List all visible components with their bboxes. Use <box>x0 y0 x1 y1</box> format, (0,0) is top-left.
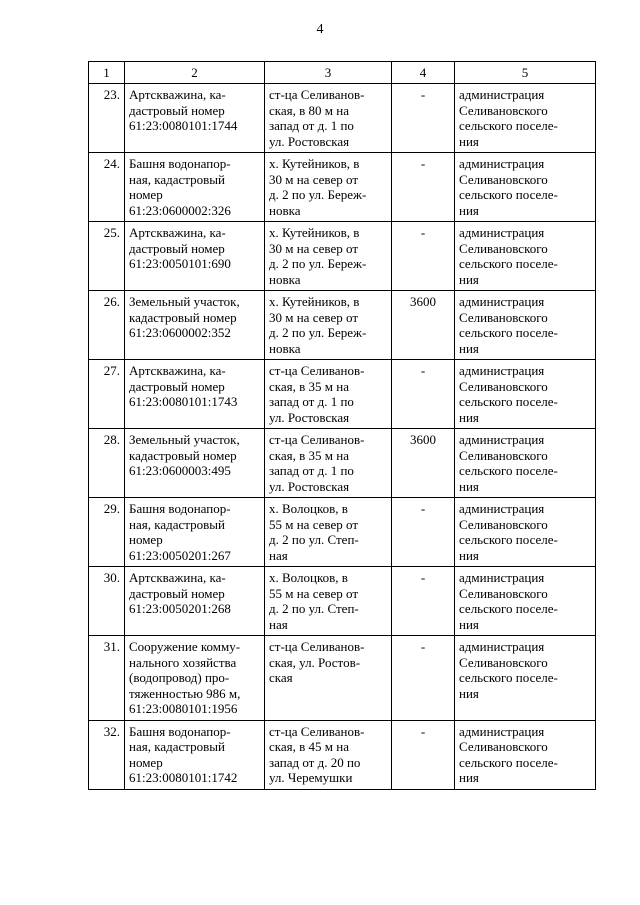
object-description: Башня водонапор- ная, кадастровый номер 61:23:0600002:326 <box>125 153 265 222</box>
table-row <box>89 567 596 636</box>
table-row <box>89 153 596 222</box>
object-area: 3600 <box>392 291 455 360</box>
object-owner: администрация Селивановского сельского поселе- ния <box>455 222 596 291</box>
table-row <box>89 720 596 789</box>
row-number: 32. <box>89 720 125 789</box>
object-area: 3600 <box>392 429 455 498</box>
object-area: - <box>392 498 455 567</box>
column-header: 1 <box>89 62 125 84</box>
table-header-row <box>89 62 596 84</box>
object-owner: администрация Селивановского сельского поселе- ния <box>455 720 596 789</box>
object-description: Земельный участок, кадастровый номер 61:23:0600002:352 <box>125 291 265 360</box>
table-row <box>89 636 596 721</box>
object-owner: администрация Селивановского сельского поселе- ния <box>455 429 596 498</box>
column-header: 5 <box>455 62 596 84</box>
row-number: 25. <box>89 222 125 291</box>
object-location: ст-ца Селиванов- ская, в 80 м на запад от д. 1 по ул. Ростовская <box>265 84 392 153</box>
object-owner: администрация Селивановского сельского поселе- ния <box>455 84 596 153</box>
row-number: 23. <box>89 84 125 153</box>
column-header: 3 <box>265 62 392 84</box>
table-row <box>89 291 596 360</box>
row-number: 24. <box>89 153 125 222</box>
table-row <box>89 84 596 153</box>
object-owner: администрация Селивановского сельского поселе- ния <box>455 153 596 222</box>
object-location: х. Волоцков, в 55 м на север от д. 2 по ул. Степ- ная <box>265 567 392 636</box>
object-area: - <box>392 222 455 291</box>
table-row <box>89 222 596 291</box>
object-description: Артскважина, ка- дастровый номер 61:23:0050101:690 <box>125 222 265 291</box>
object-area: - <box>392 153 455 222</box>
row-number: 30. <box>89 567 125 636</box>
object-location: х. Волоцков, в 55 м на север от д. 2 по ул. Степ- ная <box>265 498 392 567</box>
object-description: Артскважина, ка- дастровый номер 61:23:0080101:1743 <box>125 360 265 429</box>
object-location: х. Кутейников, в 30 м на север от д. 2 по ул. Береж- новка <box>265 153 392 222</box>
page-number: 4 <box>316 22 324 37</box>
object-area: - <box>392 84 455 153</box>
table-row <box>89 360 596 429</box>
table-row <box>89 429 596 498</box>
object-owner: администрация Селивановского сельского поселе- ния <box>455 498 596 567</box>
object-description: Артскважина, ка- дастровый номер 61:23:0050201:268 <box>125 567 265 636</box>
table-row <box>89 498 596 567</box>
object-description: Сооружение комму- нального хозяйства (водопровод) про- тяженностью 986 м, 61:23:0080101:1956 <box>125 636 265 721</box>
row-number: 31. <box>89 636 125 721</box>
object-description: Башня водонапор- ная, кадастровый номер 61:23:0050201:267 <box>125 498 265 567</box>
object-location: ст-ца Селиванов- ская, ул. Ростов- ская <box>265 636 392 721</box>
object-area: - <box>392 567 455 636</box>
column-header: 4 <box>392 62 455 84</box>
property-table <box>88 61 596 790</box>
row-number: 29. <box>89 498 125 567</box>
row-number: 28. <box>89 429 125 498</box>
object-area: - <box>392 360 455 429</box>
object-location: х. Кутейников, в 30 м на север от д. 2 по ул. Береж- новка <box>265 222 392 291</box>
object-description: Башня водонапор- ная, кадастровый номер 61:23:0080101:1742 <box>125 720 265 789</box>
row-number: 26. <box>89 291 125 360</box>
object-description: Артскважина, ка- дастровый номер 61:23:0080101:1744 <box>125 84 265 153</box>
object-description: Земельный участок, кадастровый номер 61:23:0600003:495 <box>125 429 265 498</box>
object-owner: администрация Селивановского сельского поселе- ния <box>455 291 596 360</box>
object-location: х. Кутейников, в 30 м на север от д. 2 по ул. Береж- новка <box>265 291 392 360</box>
row-number: 27. <box>89 360 125 429</box>
object-owner: администрация Селивановского сельского поселе- ния <box>455 567 596 636</box>
object-location: ст-ца Селиванов- ская, в 35 м на запад от д. 1 по ул. Ростовская <box>265 360 392 429</box>
object-owner: администрация Селивановского сельского поселе- ния <box>455 636 596 721</box>
column-header: 2 <box>125 62 265 84</box>
object-area: - <box>392 636 455 721</box>
object-area: - <box>392 720 455 789</box>
object-location: ст-ца Селиванов- ская, в 35 м на запад от д. 1 по ул. Ростовская <box>265 429 392 498</box>
object-owner: администрация Селивановского сельского поселе- ния <box>455 360 596 429</box>
object-location: ст-ца Селиванов- ская, в 45 м на запад от д. 20 по ул. Черемушки <box>265 720 392 789</box>
